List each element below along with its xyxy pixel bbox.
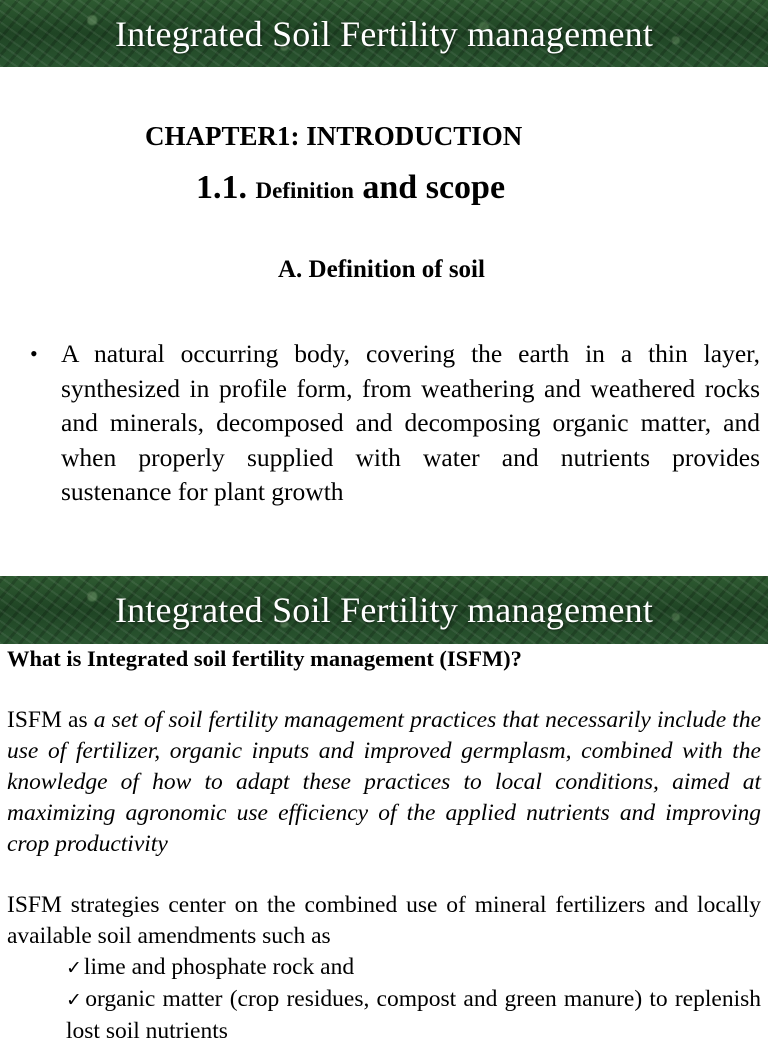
- subsection-heading: A. Definition of soil: [278, 256, 485, 283]
- check-icon: ✓: [66, 989, 84, 1011]
- isfm-definition-paragraph: [7, 705, 761, 860]
- isfm-question: What is Integrated soil fertility management (ISFM)?: [7, 646, 522, 671]
- section-heading: [196, 169, 505, 207]
- banner-title-2: Integrated Soil Fertility management: [114, 590, 654, 630]
- bullet-text: A natural occurring body, covering the earth in a thin layer, synthesized in profile form, from weathering and weathered rocks and minerals, decomposed and decomposing organic matter, and when properly supplied with water and nutrients provides sustenance for plant growth: [61, 339, 760, 506]
- isfm-strategies-paragraph: ISFM strategies center on the combined use of mineral fertilizers and locally available soil amendments such as: [7, 892, 761, 949]
- isfm-definition-italic: a set of soil fertility management practices that necessarily include the use of fertilizer, organic inputs and improved germplasm, combined with the knowledge of how to adapt these practices to local conditions, aimed at maximizing agronomic use efficiency of the applied nutrients and improving crop productivity: [7, 707, 761, 857]
- title-banner-2: [0, 576, 768, 644]
- isfm-lead: ISFM as: [7, 707, 94, 733]
- title-banner: [0, 0, 768, 67]
- bullet-icon: •: [30, 341, 38, 366]
- amendments-checklist: [66, 952, 761, 1047]
- checklist-item: ✓organic matter (crop residues, compost and green manure) to replenish lost soil nutrients: [66, 986, 761, 1044]
- checklist-item: ✓lime and phosphate rock and: [66, 954, 355, 980]
- section-number: 1.1.: [196, 169, 247, 206]
- chapter-heading: CHAPTER1: INTRODUCTION: [145, 121, 523, 151]
- section-word-scope: and scope: [362, 169, 506, 206]
- bullet-item: [30, 337, 760, 510]
- banner-title: Integrated Soil Fertility management: [114, 13, 654, 54]
- check-icon: ✓: [66, 957, 82, 979]
- section-word-definition: Definition: [255, 178, 354, 203]
